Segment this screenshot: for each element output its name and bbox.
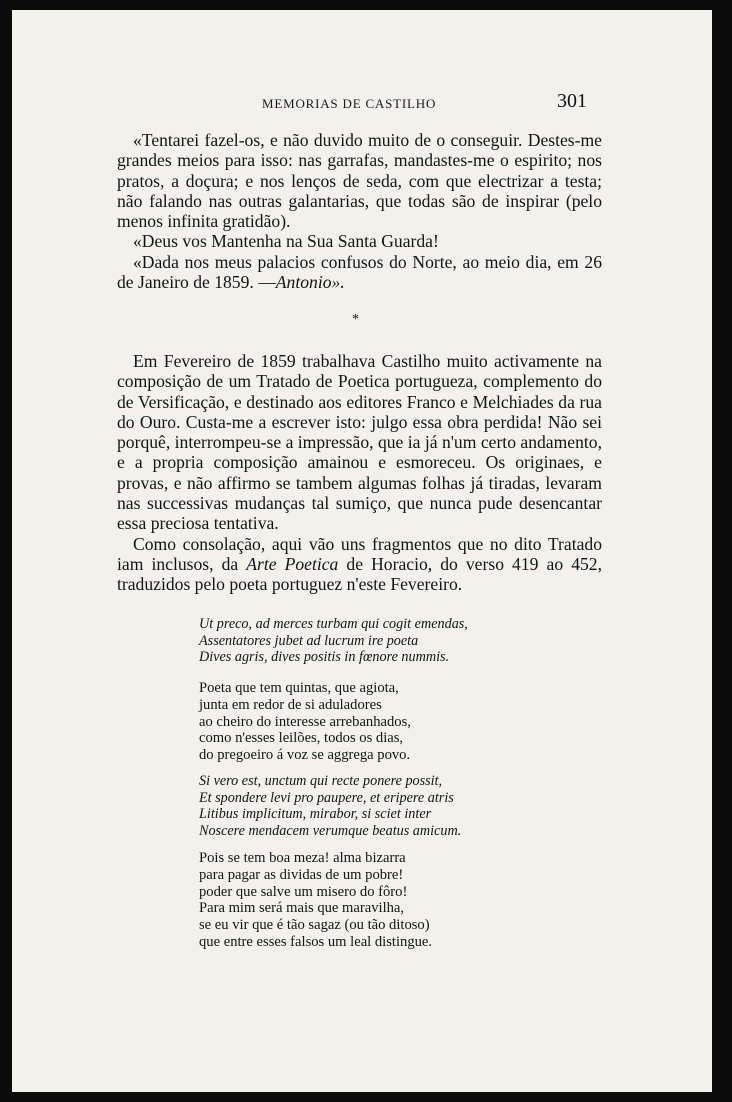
body-paragraph: Em Fevereiro de 1859 trabalhava Castilho muito activamente na composição de um Tratado de Poetica portugueza, complemento do de Versificação, e destinado aos editores Franco e Melchiades da rua do Ouro. Custa-me a escrever isto: julgo essa obra perdida! Não sei porquê, interrompeu-se a impressão, que ia já n'um certo andamento, e a propria composição amainou e esmoreceu. Os originaes, e provas, e não affirmo se tambem algumas folhas já tiradas, levaram nas successivas mudanças tal sumiço, que nunca pude desencantar essa preciosa tentativa. — [117, 351, 602, 534]
verse-line: Assentatores jubet ad lucrum ire poeta — [199, 632, 419, 649]
letter-paragraph — [117, 252, 602, 293]
verse-line: junta em redor de si aduladores — [199, 696, 382, 713]
verse-line: como n'esses leilões, todos os dias, — [199, 730, 404, 747]
verse-line: Poeta que tem quintas, que agiota, — [199, 680, 399, 696]
body-text: Como consolação, aqui vão uns fragmentos que no dito Tratado iam inclusos, da — [117, 533, 602, 574]
letter-closing — [117, 130, 602, 292]
letter-paragraph: «Tentarei fazel-os, e não duvido muito de o conseguir. Destes-me grandes meios para isso: nas garrafas, mandastes-me o espirito; nos pratos, a doçura; e nos lenços de seda, com que electrizar a testa; não falando nas outras galantarias, que todas são de inspirar (pelo menos infinita gratidão). — [117, 130, 602, 232]
running-title: MEMORIAS DE CASTILHO — [262, 96, 437, 111]
portuguese-verse-2 — [199, 850, 559, 951]
latin-verse-2 — [199, 773, 559, 839]
verse-line: Et spondere levi pro paupere, et eripere atris — [199, 789, 454, 806]
letter-paragraph: «Deus vos Mantenha na Sua Santa Guarda! — [133, 231, 439, 252]
verse-line: Dives agris, dives positis in fœnore nummis. — [199, 649, 450, 665]
verse-line: se eu vir que é tão sagaz (ou tão ditoso) — [199, 917, 430, 934]
main-text — [117, 351, 602, 595]
verse-line: para pagar as dividas de um pobre! — [199, 866, 404, 883]
page-number: 301 — [557, 90, 587, 112]
portuguese-verse-1 — [199, 680, 559, 764]
section-separator: * — [352, 312, 359, 327]
verse-line: Noscere mendacem verumque beatus amicum. — [199, 822, 462, 839]
body-paragraph — [117, 534, 602, 595]
verse-line: Litibus implicitum, mirabor, si sciet inter — [199, 806, 432, 822]
verse-line: ao cheiro do interesse arrebanhados, — [199, 713, 411, 730]
letter-dateline: «Dada nos meus palacios confusos do Norte, ao meio dia, em 26 de Janeiro de 1859. — — [117, 251, 602, 293]
book-page — [12, 10, 712, 1092]
body-text: de Horacio, do verso 419 ao 452, traduzidos pelo poeta portuguez n'este Fevereiro. — [117, 553, 602, 595]
letter-signature: Antonio». — [275, 272, 345, 293]
verse-line: Ut preco, ad merces turbam qui cogit emendas, — [199, 616, 468, 632]
verse-line: do pregoeiro á voz se aggrega povo. — [199, 747, 411, 764]
work-title: Arte Poetica — [246, 553, 339, 574]
verse-line: Si vero est, unctum qui recte ponere possit, — [199, 773, 443, 789]
verse-line: Para mim será mais que maravilha, — [199, 900, 405, 917]
latin-verse-1 — [199, 616, 559, 666]
page-header — [12, 92, 712, 118]
verse-line: Pois se tem boa meza! alma bizarra — [199, 850, 406, 866]
verse-line: poder que salve um misero do fôro! — [199, 883, 408, 900]
verse-line: que entre esses falsos um leal distingue. — [199, 933, 433, 950]
